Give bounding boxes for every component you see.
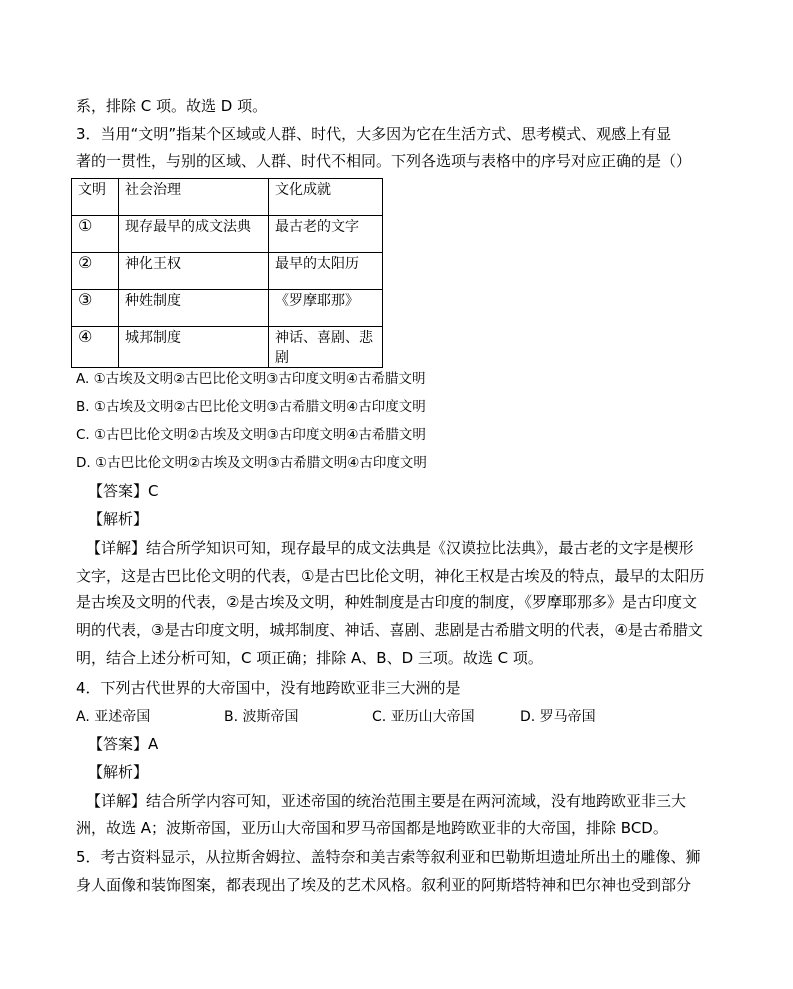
table-cell: 神化王权	[119, 253, 269, 290]
detail-line: 明的代表，③是古印度文明，城邦制度、神话、喜剧、悲剧是古希腊文明的代表，④是古希腊文	[76, 621, 703, 639]
question-3-stem-line-1: 3．当用“文明”指某个区域或人群、时代，大多因为它在生活方式、思考模式、观感上有显	[76, 125, 672, 143]
table-cell: 最早的太阳历	[269, 253, 383, 290]
question-5-stem-line-2: 身人面像和装饰图案，都表现出了埃及的艺术风格。叙利亚的阿斯塔特神和巴尔神也受到部分	[76, 876, 692, 894]
question-5-stem-line-1: 5．考古资料显示，从拉斯舍姆拉、盖特奈和美吉索等叙利亚和巴勒斯坦遗址所出土的雕像、狮	[76, 848, 701, 866]
detail-line: 洲，故选 A；波斯帝国，亚历山大帝国和罗马帝国都是地跨欧亚非的大帝国，排除 BCD。	[76, 819, 668, 837]
table-cell-number: ②	[72, 253, 119, 290]
answer-label: 【答案】A	[88, 735, 159, 753]
detail-line: 是古埃及文明的代表，②是古埃及文明，种姓制度是古印度的制度，《罗摩耶那多》是古印度文	[76, 593, 697, 611]
detail-line: 明，结合上述分析可知，C 项正确；排除 A、B、D 三项。故选 C 项。	[76, 649, 543, 667]
table-cell: 种姓制度	[119, 290, 269, 327]
detail-line: 文字，这是古巴比伦文明的代表，①是古巴比伦文明，神化王权是古埃及的特点，最早的太阳历	[76, 567, 705, 585]
table-cell-number: ④	[72, 327, 119, 368]
table-header-row	[72, 179, 383, 216]
table-cell-number: ①	[72, 216, 119, 253]
question-4-options	[76, 706, 676, 726]
table-cell: 《罗摩耶那》	[269, 290, 383, 327]
detail-line: 【详解】结合所学知识可知，现存最早的成文法典是《汉谟拉比法典》，最古老的文字是楔形	[86, 539, 694, 557]
civilization-table	[71, 178, 383, 368]
option-a: A. 亚述帝国	[76, 709, 151, 725]
option-d: D. 罗马帝国	[520, 709, 596, 725]
detail-line: 【详解】结合所学内容可知，亚述帝国的统治范围主要是在两河流域，没有地跨欧亚非三大	[86, 792, 687, 810]
table-header-cell: 社会治理	[119, 179, 269, 216]
analysis-label: 【解析】	[88, 510, 149, 528]
table-cell-number: ③	[72, 290, 119, 327]
table-row	[72, 253, 383, 290]
option-b: B. ①古埃及文明②古巴比伦文明③古希腊文明④古印度文明	[76, 399, 426, 415]
analysis-label: 【解析】	[88, 763, 149, 781]
option-b: B. 波斯帝国	[224, 709, 299, 725]
table-cell: 城邦制度	[119, 327, 269, 368]
question-3-stem-line-2: 著的一贯性，与别的区域、人群、时代不相同。下列各选项与表格中的序号对应正确的是（）	[76, 152, 692, 170]
answer-label: 【答案】C	[88, 482, 159, 500]
table-row	[72, 216, 383, 253]
table-cell: 神话、喜剧、悲剧	[269, 327, 383, 368]
table-cell: 最古老的文字	[269, 216, 383, 253]
table-row	[72, 290, 383, 327]
question-4-stem: 4．下列古代世界的大帝国中，没有地跨欧亚非三大洲的是	[76, 679, 461, 697]
option-c: C. ①古巴比伦文明②古埃及文明③古印度文明④古希腊文明	[76, 427, 426, 443]
option-c: C. 亚历山大帝国	[372, 709, 475, 725]
table-header-cell: 文化成就	[269, 179, 383, 216]
table-header-cell: 文明	[72, 179, 119, 216]
text-line: 系，排除 C 项。故选 D 项。	[76, 97, 268, 115]
table-cell: 现存最早的成文法典	[119, 216, 269, 253]
option-a: A. ①古埃及文明②古巴比伦文明③古印度文明④古希腊文明	[76, 371, 426, 387]
option-d: D. ①古巴比伦文明②古埃及文明③古希腊文明④古印度文明	[76, 455, 427, 471]
table-row	[72, 327, 383, 368]
